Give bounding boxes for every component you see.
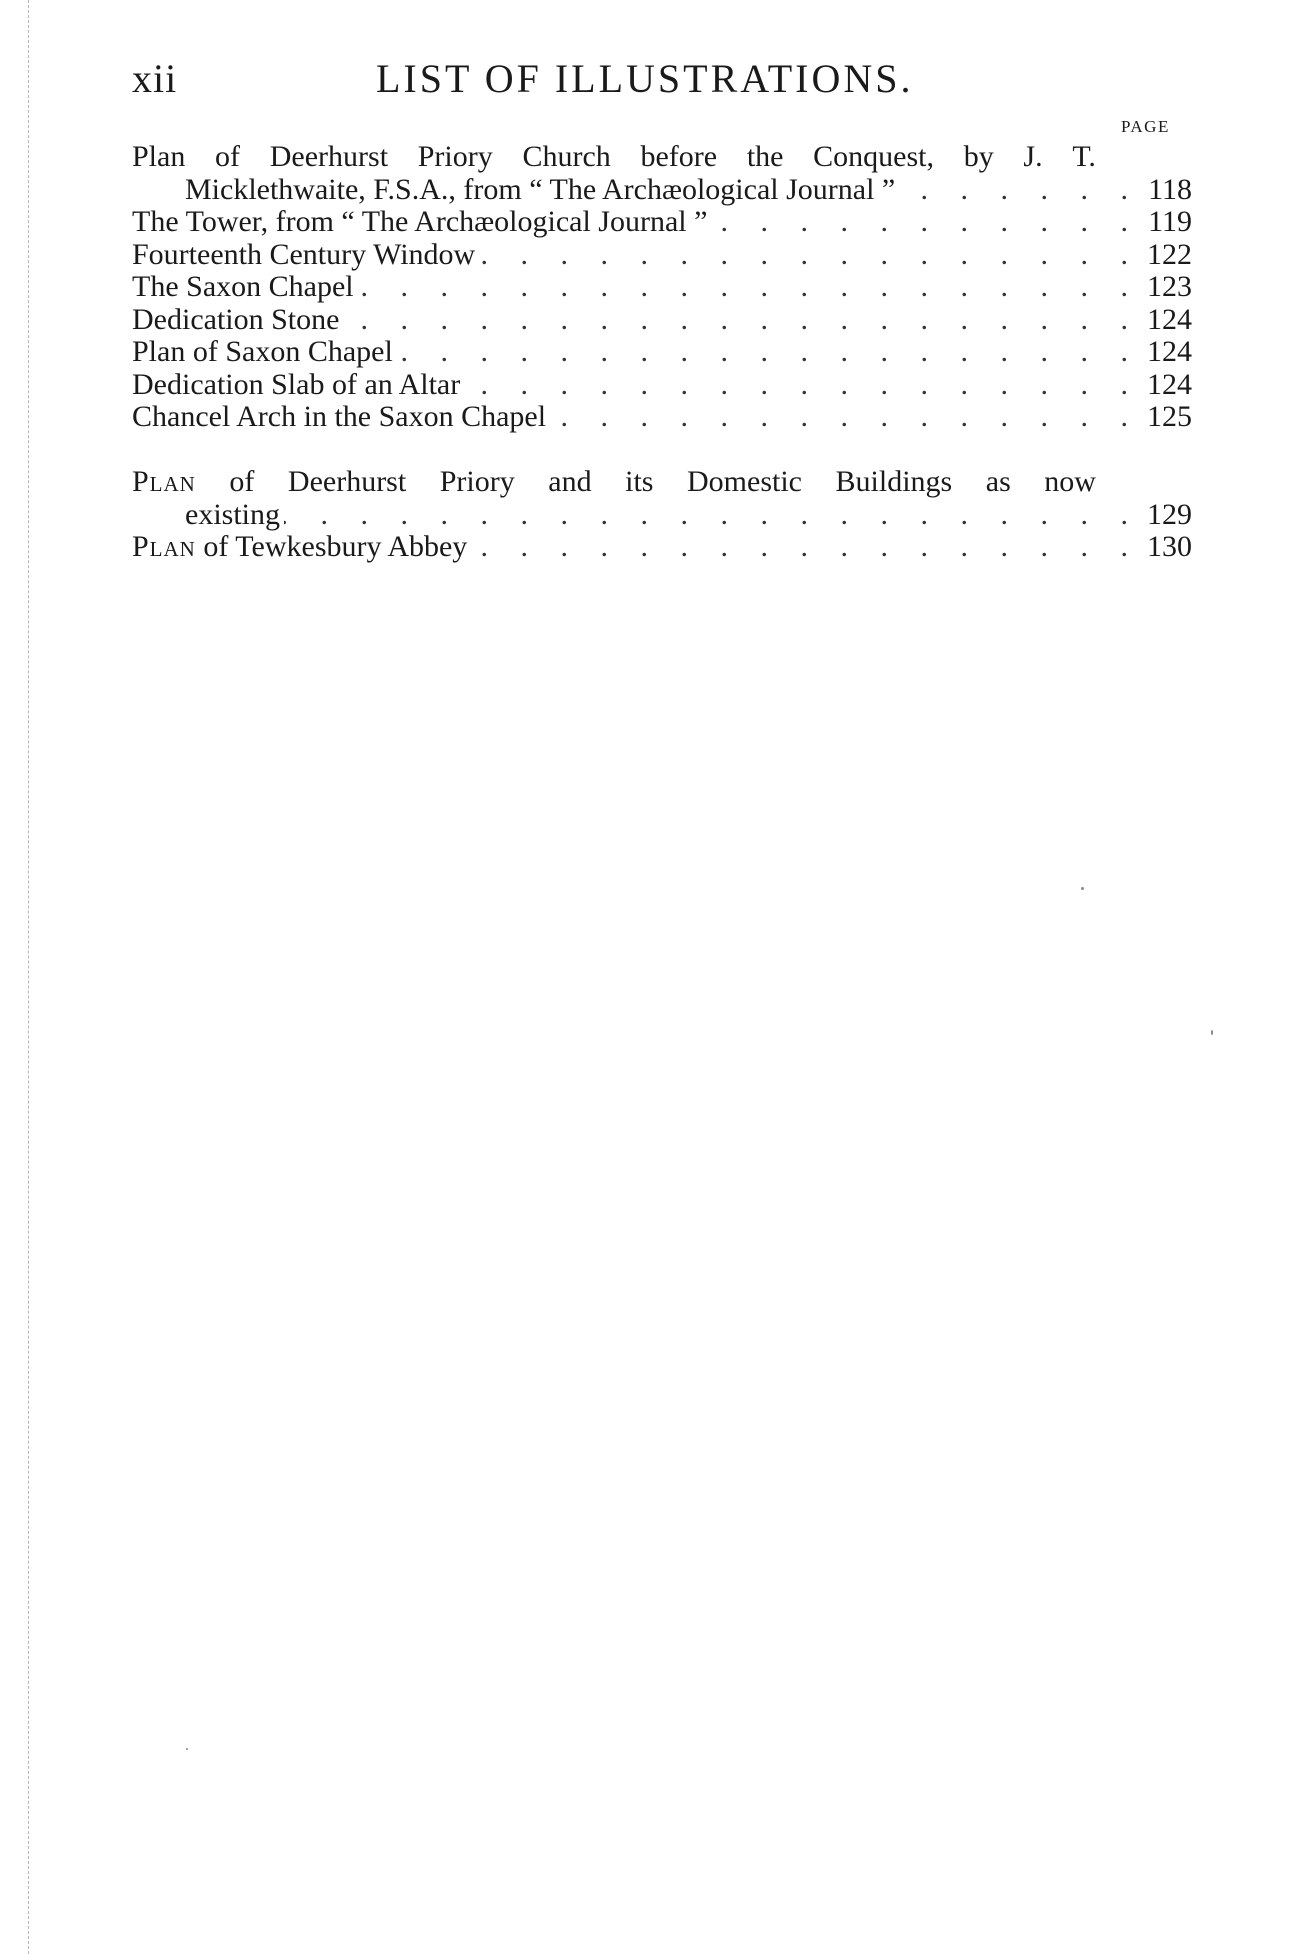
page-number: 125 bbox=[1147, 400, 1192, 433]
entry-title: Micklethwaite, F.S.A., from “ The Archæological Journal ” bbox=[185, 172, 896, 206]
list-item bbox=[132, 369, 1192, 402]
entry-title: The Saxon Chapel bbox=[132, 270, 354, 303]
page-number: 129 bbox=[1147, 497, 1192, 531]
entry-title: Plan of Tewkesbury Abbey bbox=[132, 530, 468, 563]
entry-title: Fourteenth Century Window bbox=[132, 237, 476, 271]
page-edge-line bbox=[28, 0, 29, 1954]
plan-lead-word: Plan bbox=[132, 465, 196, 498]
page-column-label: PAGE bbox=[1121, 117, 1170, 136]
page-number: 123 bbox=[1147, 270, 1192, 303]
list-item bbox=[132, 336, 1192, 369]
page-number: 119 bbox=[1148, 205, 1192, 238]
page-number: 124 bbox=[1147, 302, 1192, 336]
entry-title: The Tower, from “ The Archæological Journal ” bbox=[132, 205, 708, 238]
list-item bbox=[132, 466, 1192, 531]
list-item bbox=[132, 141, 1192, 206]
dot-leader bbox=[471, 531, 1128, 564]
plan-lead-word: Plan bbox=[132, 530, 196, 563]
page-title: LIST OF ILLUSTRATIONS. bbox=[376, 56, 914, 101]
dot-leader bbox=[550, 401, 1128, 434]
plans-list bbox=[132, 466, 1192, 564]
scan-speck bbox=[1081, 887, 1084, 890]
page-number: 130 bbox=[1147, 530, 1192, 563]
scan-speck bbox=[1211, 1030, 1213, 1035]
page-number: 122 bbox=[1147, 237, 1192, 271]
dot-leader bbox=[899, 174, 1128, 207]
dot-leader bbox=[358, 271, 1128, 304]
list-item bbox=[132, 304, 1192, 337]
scan-speck bbox=[186, 1748, 188, 1750]
entry-title: Plan of Saxon Chapel bbox=[132, 335, 393, 368]
dot-leader bbox=[284, 499, 1128, 532]
entry-title: Chancel Arch in the Saxon Chapel bbox=[132, 400, 547, 433]
entry-first-line: Plan of Deerhurst Priory and its Domestic Buildings as now bbox=[132, 465, 1096, 498]
illustrations-list bbox=[132, 141, 1192, 434]
entry-first-line: Plan of Deerhurst Priory Church before the Conquest, by J. T. bbox=[132, 140, 1096, 173]
list-item bbox=[132, 401, 1192, 434]
entry-title: Dedication Stone bbox=[132, 302, 340, 336]
page-number: 124 bbox=[1147, 367, 1192, 401]
entry-title: Dedication Slab of an Altar bbox=[132, 367, 461, 401]
dot-leader bbox=[343, 304, 1128, 337]
list-item bbox=[132, 239, 1192, 272]
page-number: 118 bbox=[1148, 172, 1192, 206]
running-head bbox=[132, 55, 1192, 105]
list-item bbox=[132, 531, 1192, 564]
folio-number: xii bbox=[132, 56, 178, 101]
list-item bbox=[132, 206, 1192, 239]
list-item bbox=[132, 271, 1192, 304]
dot-leader bbox=[711, 206, 1128, 239]
entry-title: existing bbox=[185, 497, 280, 531]
dot-leader bbox=[397, 336, 1128, 369]
dot-leader bbox=[479, 239, 1128, 272]
dot-leader bbox=[464, 369, 1128, 402]
page-number: 124 bbox=[1147, 335, 1192, 368]
